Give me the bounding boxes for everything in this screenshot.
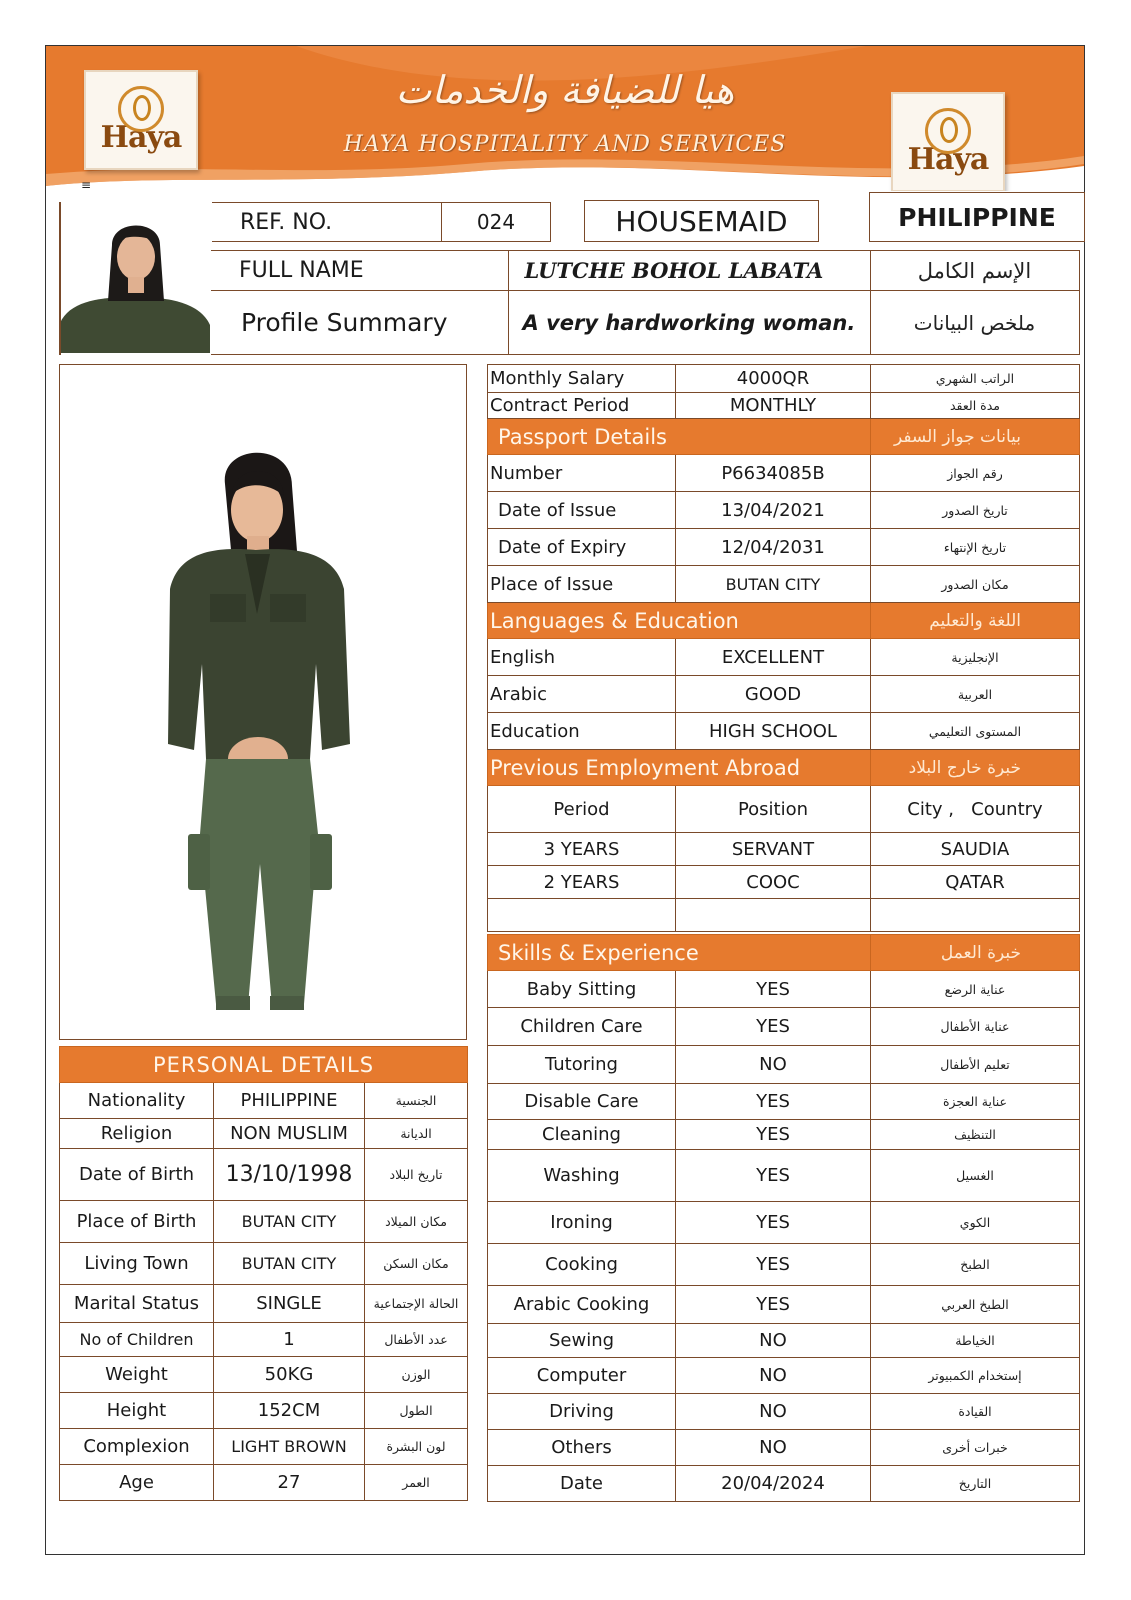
language-value: HIGH SCHOOL [676, 713, 871, 750]
full-name-label: FULL NAME [211, 251, 508, 291]
passport-arabic: رقم الجواز [871, 455, 1080, 492]
personal-value: LIGHT BROWN [214, 1429, 365, 1465]
employment-cell: SERVANT [676, 833, 871, 866]
skill-label: Washing [488, 1150, 676, 1202]
personal-value: PHILIPPINE [214, 1083, 365, 1119]
skill-value: NO [676, 1430, 871, 1466]
ref-value: 024 [441, 202, 551, 242]
skill-arabic: الخياطة [871, 1324, 1080, 1358]
nationality-header: PHILIPPINE [869, 192, 1085, 242]
passport-value: 13/04/2021 [676, 492, 871, 529]
personal-label: Place of Birth [60, 1201, 214, 1243]
skill-label: Cooking [488, 1244, 676, 1286]
employment-cell: QATAR [871, 866, 1080, 899]
personal-arabic: الحالة الإجتماعية [365, 1285, 468, 1323]
skill-arabic: الكوي [871, 1202, 1080, 1244]
skill-value: 20/04/2024 [676, 1466, 871, 1502]
personal-arabic: مكان السكن [365, 1243, 468, 1285]
skill-label: Baby Sitting [488, 971, 676, 1008]
employment-title-arabic: خبرة خارج البلاد [871, 750, 1080, 786]
skill-value: YES [676, 1084, 871, 1120]
passport-label: Date of Expiry [488, 529, 676, 566]
personal-arabic: تاريخ البلاد [365, 1149, 468, 1201]
contract-value: 4000QR [676, 365, 871, 393]
header-banner [46, 46, 1084, 191]
personal-arabic: الديانة [365, 1119, 468, 1149]
contract-arabic: مدة العقد [871, 393, 1080, 419]
personal-value: 13/10/1998 [214, 1149, 365, 1201]
skill-label: Tutoring [488, 1046, 676, 1084]
employment-cell [676, 899, 871, 932]
skill-label: Disable Care [488, 1084, 676, 1120]
skill-arabic: الطبخ العربي [871, 1286, 1080, 1324]
skill-value: YES [676, 1150, 871, 1202]
personal-value: 152CM [214, 1393, 365, 1429]
personal-details-title: PERSONAL DETAILS [60, 1047, 468, 1083]
position-title: HOUSEMAID [584, 200, 819, 242]
skill-value: YES [676, 1008, 871, 1046]
passport-arabic: تاريخ الصدور [871, 492, 1080, 529]
language-label: Arabic [488, 676, 676, 713]
skill-arabic: الغسيل [871, 1150, 1080, 1202]
personal-arabic: مكان الميلاد [365, 1201, 468, 1243]
personal-label: Marital Status [60, 1285, 214, 1323]
skill-arabic: إستخدام الكمبيوتر [871, 1358, 1080, 1394]
passport-label: Number [488, 455, 676, 492]
skill-label: Arabic Cooking [488, 1286, 676, 1324]
personal-value: SINGLE [214, 1285, 365, 1323]
language-value: EXCELLENT [676, 639, 871, 676]
personal-value: NON MUSLIM [214, 1119, 365, 1149]
personal-arabic: العمر [365, 1465, 468, 1501]
contract-arabic: الراتب الشهري [871, 365, 1080, 393]
language-arabic: المستوى التعليمي [871, 713, 1080, 750]
personal-value: 50KG [214, 1357, 365, 1393]
skill-arabic: تعليم الأطفال [871, 1046, 1080, 1084]
logo-text: Haya [100, 119, 182, 155]
passport-arabic: تاريخ الإنتهاء [871, 529, 1080, 566]
language-arabic: الإنجليزية [871, 639, 1080, 676]
skill-label: Others [488, 1430, 676, 1466]
language-value: GOOD [676, 676, 871, 713]
full-name-value: LUTCHE BOHOL LABATA [508, 251, 870, 291]
employment-header: Period [488, 786, 676, 833]
contract-value: MONTHLY [676, 393, 871, 419]
contract-label: Contract Period [488, 393, 676, 419]
personal-arabic: لون البشرة [365, 1429, 468, 1465]
personal-arabic: الطول [365, 1393, 468, 1429]
personal-value: BUTAN CITY [214, 1243, 365, 1285]
profile-summary-arabic: ملخص البيانات [870, 291, 1079, 355]
personal-value: 1 [214, 1323, 365, 1357]
passport-value: 12/04/2031 [676, 529, 871, 566]
personal-label: Living Town [60, 1243, 214, 1285]
personal-label: Religion [60, 1119, 214, 1149]
personal-label: Nationality [60, 1083, 214, 1119]
employment-cell: SAUDIA [871, 833, 1080, 866]
employment-title: Previous Employment Abroad [488, 750, 871, 786]
skill-arabic: التنظيف [871, 1120, 1080, 1150]
full-photo-frame [59, 364, 467, 1040]
skill-arabic: عناية العجزة [871, 1084, 1080, 1120]
skill-value: NO [676, 1358, 871, 1394]
skill-value: YES [676, 971, 871, 1008]
employment-cell: COOC [676, 866, 871, 899]
contract-label: Monthly Salary [488, 365, 676, 393]
skill-label: Sewing [488, 1324, 676, 1358]
personal-arabic: عدد الأطفال [365, 1323, 468, 1357]
passport-arabic: مكان الصدور [871, 566, 1080, 603]
skill-value: NO [676, 1324, 871, 1358]
full-name-arabic: الإسم الكامل [870, 251, 1079, 291]
frame-bottom [60, 1039, 466, 1040]
skill-value: YES [676, 1120, 871, 1150]
personal-value: 27 [214, 1465, 365, 1501]
logo-text: Haya [907, 141, 989, 177]
languages-title: Languages & Education [488, 603, 871, 639]
personal-label: Complexion [60, 1429, 214, 1465]
passport-value: P6634085B [676, 455, 871, 492]
passport-title-arabic: بيانات جواز السفر [871, 419, 1080, 455]
profile-summary-label: Profile Summary [211, 291, 508, 355]
personal-label: Date of Birth [60, 1149, 214, 1201]
personal-label: Weight [60, 1357, 214, 1393]
skill-arabic: عناية الرضع [871, 971, 1080, 1008]
company-name-english: HAYA HOSPITALITY AND SERVICES [343, 132, 787, 157]
personal-details-table [59, 1046, 468, 1501]
skill-value: NO [676, 1394, 871, 1430]
skill-label: Computer [488, 1358, 676, 1394]
skill-label: Ironing [488, 1202, 676, 1244]
employment-cell: 2 YEARS [488, 866, 676, 899]
passport-label: Date of Issue [488, 492, 676, 529]
person-full-photo-icon [60, 364, 465, 1034]
languages-title-arabic: اللغة والتعليم [871, 603, 1080, 639]
skills-title-arabic: خبرة العمل [871, 935, 1080, 971]
skill-label: Date [488, 1466, 676, 1502]
personal-label: Age [60, 1465, 214, 1501]
skill-label: Driving [488, 1394, 676, 1430]
personal-arabic: الوزن [365, 1357, 468, 1393]
employment-cell [488, 899, 676, 932]
personal-arabic: الجنسية [365, 1083, 468, 1119]
skill-arabic: الطبخ [871, 1244, 1080, 1286]
details-table [487, 364, 1080, 932]
profile-summary-value: A very hardworking woman. [508, 291, 870, 355]
skill-label: Children Care [488, 1008, 676, 1046]
person-thumbnail-icon [60, 205, 210, 353]
name-summary-table [211, 250, 1080, 355]
passport-label: Place of Issue [488, 566, 676, 603]
passport-title: Passport Details [488, 419, 871, 455]
menu-mark-icon: ≡ [81, 178, 92, 191]
company-name-arabic: هيا للضيافة والخدمات [395, 68, 735, 112]
skill-value: NO [676, 1046, 871, 1084]
skill-arabic: القيادة [871, 1394, 1080, 1430]
ref-label: REF. NO. [212, 202, 442, 242]
thumbnail-photo [60, 205, 210, 353]
skill-value: YES [676, 1202, 871, 1244]
skill-label: Cleaning [488, 1120, 676, 1150]
personal-value: BUTAN CITY [214, 1201, 365, 1243]
skill-value: YES [676, 1286, 871, 1324]
skill-arabic: التاريخ [871, 1466, 1080, 1502]
personal-label: Height [60, 1393, 214, 1429]
top-block-left-border [59, 202, 61, 355]
language-label: English [488, 639, 676, 676]
employment-header: City , Country [871, 786, 1080, 833]
employment-cell [871, 899, 1080, 932]
skill-value: YES [676, 1244, 871, 1286]
language-arabic: العربية [871, 676, 1080, 713]
employment-cell: 3 YEARS [488, 833, 676, 866]
passport-value: BUTAN CITY [676, 566, 871, 603]
skills-title: Skills & Experience [488, 935, 871, 971]
skill-arabic: عناية الأطفال [871, 1008, 1080, 1046]
skill-arabic: خبرات أخرى [871, 1430, 1080, 1466]
skills-table [487, 934, 1080, 1502]
language-label: Education [488, 713, 676, 750]
employment-header: Position [676, 786, 871, 833]
personal-label: No of Children [60, 1323, 214, 1357]
